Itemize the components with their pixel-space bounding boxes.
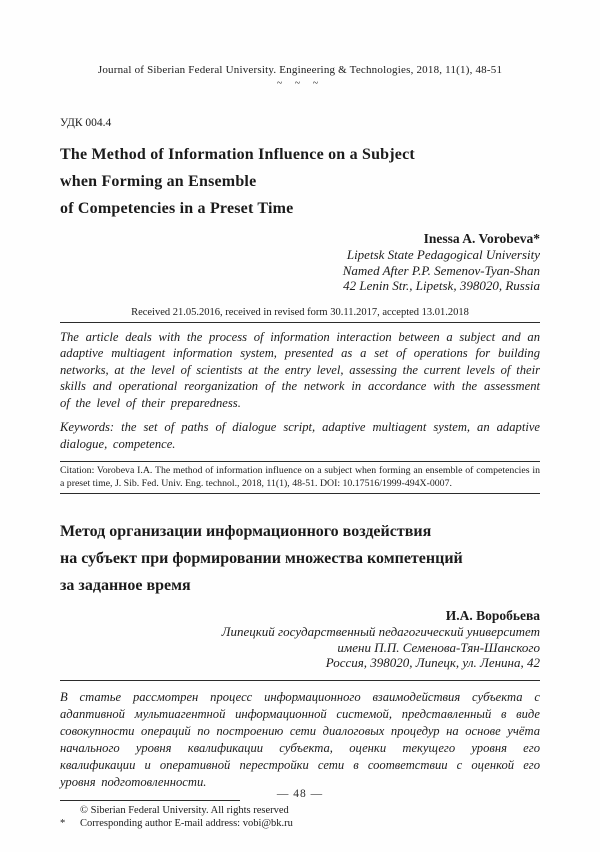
affiliation-ru-line2: имени П.П. Семенова-Тян-Шанского xyxy=(337,639,540,655)
article-title-ru-line1: Метод организации информационного воздействия xyxy=(60,523,432,540)
article-title-ru-line3: за заданное время xyxy=(60,577,191,594)
citation-text: Citation: Vorobeva I.A. The method of information influence on a subject when forming an ensemble of competencies in a preset time, J. Sib. Fed. Univ. Eng. technol., 2018, 11(1), 48-51. DOI: 10.17516/1999-494X-0007. xyxy=(60,465,540,489)
footnote-block xyxy=(60,800,540,831)
article-title-en-line3: of Competencies in a Preset Time xyxy=(60,200,294,217)
tilde-separator: ~ ~ ~ xyxy=(276,78,324,89)
author-block-ru xyxy=(60,607,540,671)
page-number: — 48 — xyxy=(276,788,324,800)
received-dates: Received 21.05.2016, received in revised form 30.11.2017, accepted 13.01.2018 xyxy=(131,306,469,318)
author-name-ru: И.А. Воробьева xyxy=(445,608,540,623)
footnote-copyright: © Siberian Federal University. All rights reserved xyxy=(80,804,289,816)
article-title-en-line2: when Forming an Ensemble xyxy=(60,173,257,190)
citation-top-rule xyxy=(60,461,540,462)
footnote-copyright-line xyxy=(60,804,540,818)
article-title-en-line1: The Method of Information Influence on a Subject xyxy=(60,146,415,163)
footnote-corresponding: Corresponding author E-mail address: vobi@bk.ru xyxy=(80,818,293,829)
udc-number: УДК 004.4 xyxy=(60,117,112,129)
affiliation-ru-line3: Россия, 398020, Липецк, ул. Ленина, 42 xyxy=(325,655,540,670)
article-title-ru xyxy=(60,518,540,599)
journal-header: Journal of Siberian Federal University. Engineering & Technologies, 2018, 11(1), 48-51 xyxy=(97,64,503,76)
abstract-top-rule xyxy=(60,322,540,323)
article-title-ru-line2: на субъект при формировании множества компетенций xyxy=(60,550,463,567)
affiliation-en-line3: 42 Lenin Str., Lipetsk, 398020, Russia xyxy=(343,278,540,293)
affiliation-en-line2: Named After P.P. Semenov-Tyan-Shan xyxy=(342,262,540,278)
author-name-en: Inessa A. Vorobeva* xyxy=(423,231,540,246)
footnote-asterisk: * xyxy=(60,818,66,829)
abstract-en: The article deals with the process of information interaction between a subject and an adaptive multiagent information system, presented as a set of operations for building networks, at the level of scientists at the entry level, assessing the current levels of their skills and operational reorganization of the network in accordance with the assessment of the level of their preparedness. xyxy=(60,329,540,410)
abstract-ru: В статье рассмотрен процесс информационного взаимодействия субъекта с адаптивной мультиагентной информационной системой, представленный в виде совокупности операций по построению сети диалоговых процедур на основе учёта начального уровня квалификации субъекта, оценки текущего уровня его квалификации и оперативной перестройки сети в соответствии с оценкой его уровня подготовленности. xyxy=(60,689,540,789)
author-block-en xyxy=(60,230,540,294)
article-title-en xyxy=(60,141,540,222)
footnote-copyright-indent xyxy=(60,804,80,818)
affiliation-en-line1: Lipetsk State Pedagogical University xyxy=(346,247,540,262)
affiliation-ru-line1: Липецкий государственный педагогический университет xyxy=(221,624,540,639)
abstract-ru-top-rule xyxy=(60,680,540,681)
citation-bottom-rule xyxy=(60,493,540,494)
keywords-en: Keywords: the set of paths of dialogue script, adaptive multiagent system, an adaptive dialogue, competence. xyxy=(60,420,540,451)
footnote-corresponding-line xyxy=(60,817,540,831)
